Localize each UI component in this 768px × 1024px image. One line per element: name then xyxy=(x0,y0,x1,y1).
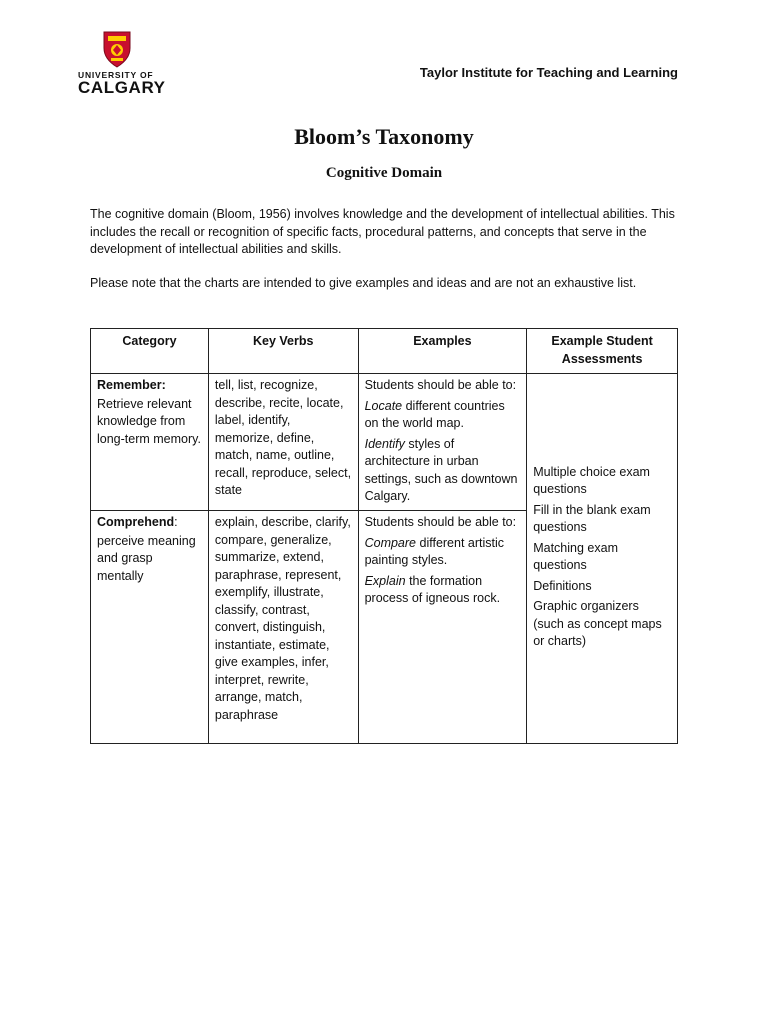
examples-cell xyxy=(358,511,527,744)
assessment-item: Matching exam questions xyxy=(533,540,618,572)
assessment-item: Fill in the blank exam questions xyxy=(533,502,651,534)
category-description: perceive meaning and grasp mentally xyxy=(97,533,196,583)
example-item xyxy=(365,436,521,506)
note-paragraph: Please note that the charts are intended to give examples and ideas and are not an exhaustive list. xyxy=(90,276,637,290)
key-verbs-cell: tell, list, recognize, describe, recite, locate, label, identify, memorize, define, match, name, outline, recall, reproduce, select, state xyxy=(208,374,358,511)
examples-intro: Students should be able to: xyxy=(364,515,517,529)
category-name-text: Comprehend xyxy=(97,515,175,529)
category-description: Retrieve relevant knowledge from long-term memory. xyxy=(97,396,201,446)
assessments-cell xyxy=(527,374,678,744)
category-name xyxy=(97,514,202,532)
example-text: different countries on the world map. xyxy=(364,398,505,430)
page-title: Bloom’s Taxonomy xyxy=(294,124,474,149)
example-verb: Locate xyxy=(364,398,403,413)
table-row xyxy=(91,374,678,511)
example-item xyxy=(365,398,521,433)
assessment-item: Definitions xyxy=(533,578,592,593)
example-item xyxy=(365,535,521,570)
example-verb: Explain xyxy=(364,573,406,588)
key-verbs-cell: explain, describe, clarify, compare, generalize, summarize, extend, paraphrase, represent, exemplify, illustrate, classify, contrast, convert, distinguish, instantiate, estimate, give examples, infer, interpret, rewrite, arrange, match, paraphrase xyxy=(208,511,358,744)
example-text: different artistic painting styles. xyxy=(364,535,505,567)
examples-intro: Students should be able to: xyxy=(364,378,517,392)
page-subtitle: Cognitive Domain xyxy=(325,165,443,181)
example-verb: Identify xyxy=(364,436,405,451)
header-category: Category xyxy=(91,329,209,374)
category-name: Remember: xyxy=(97,378,166,392)
header-examples: Examples xyxy=(358,329,527,374)
example-verb: Compare xyxy=(364,535,417,550)
category-colon: : xyxy=(174,515,178,529)
example-item xyxy=(365,573,521,608)
institute-name: Taylor Institute for Teaching and Learning xyxy=(419,65,678,80)
category-cell xyxy=(91,374,209,511)
taxonomy-table xyxy=(90,328,678,744)
university-crest-icon xyxy=(102,30,132,68)
header-key-verbs: Key Verbs xyxy=(208,329,358,374)
university-name: CALGARY xyxy=(78,78,166,97)
header-assessments: Example Student Assessments xyxy=(527,329,678,374)
example-text: the formation process of igneous rock. xyxy=(364,573,501,605)
example-text: styles of architecture in urban settings, such as downtown Calgary. xyxy=(364,436,518,503)
category-cell xyxy=(91,511,209,744)
examples-cell xyxy=(358,374,527,511)
table-header-row xyxy=(91,329,678,374)
assessment-item: Graphic organizers (such as concept maps or charts) xyxy=(533,599,662,648)
university-line: UNIVERSITY OF xyxy=(78,70,154,80)
intro-paragraph: The cognitive domain (Bloom, 1956) involves knowledge and the development of intellectual abilities. This includes the recall or recognition of specific facts, procedural patterns, and concepts that serve in the development of intellectual abilities and skills. xyxy=(90,207,675,256)
assessment-item: Multiple choice exam questions xyxy=(533,464,650,496)
